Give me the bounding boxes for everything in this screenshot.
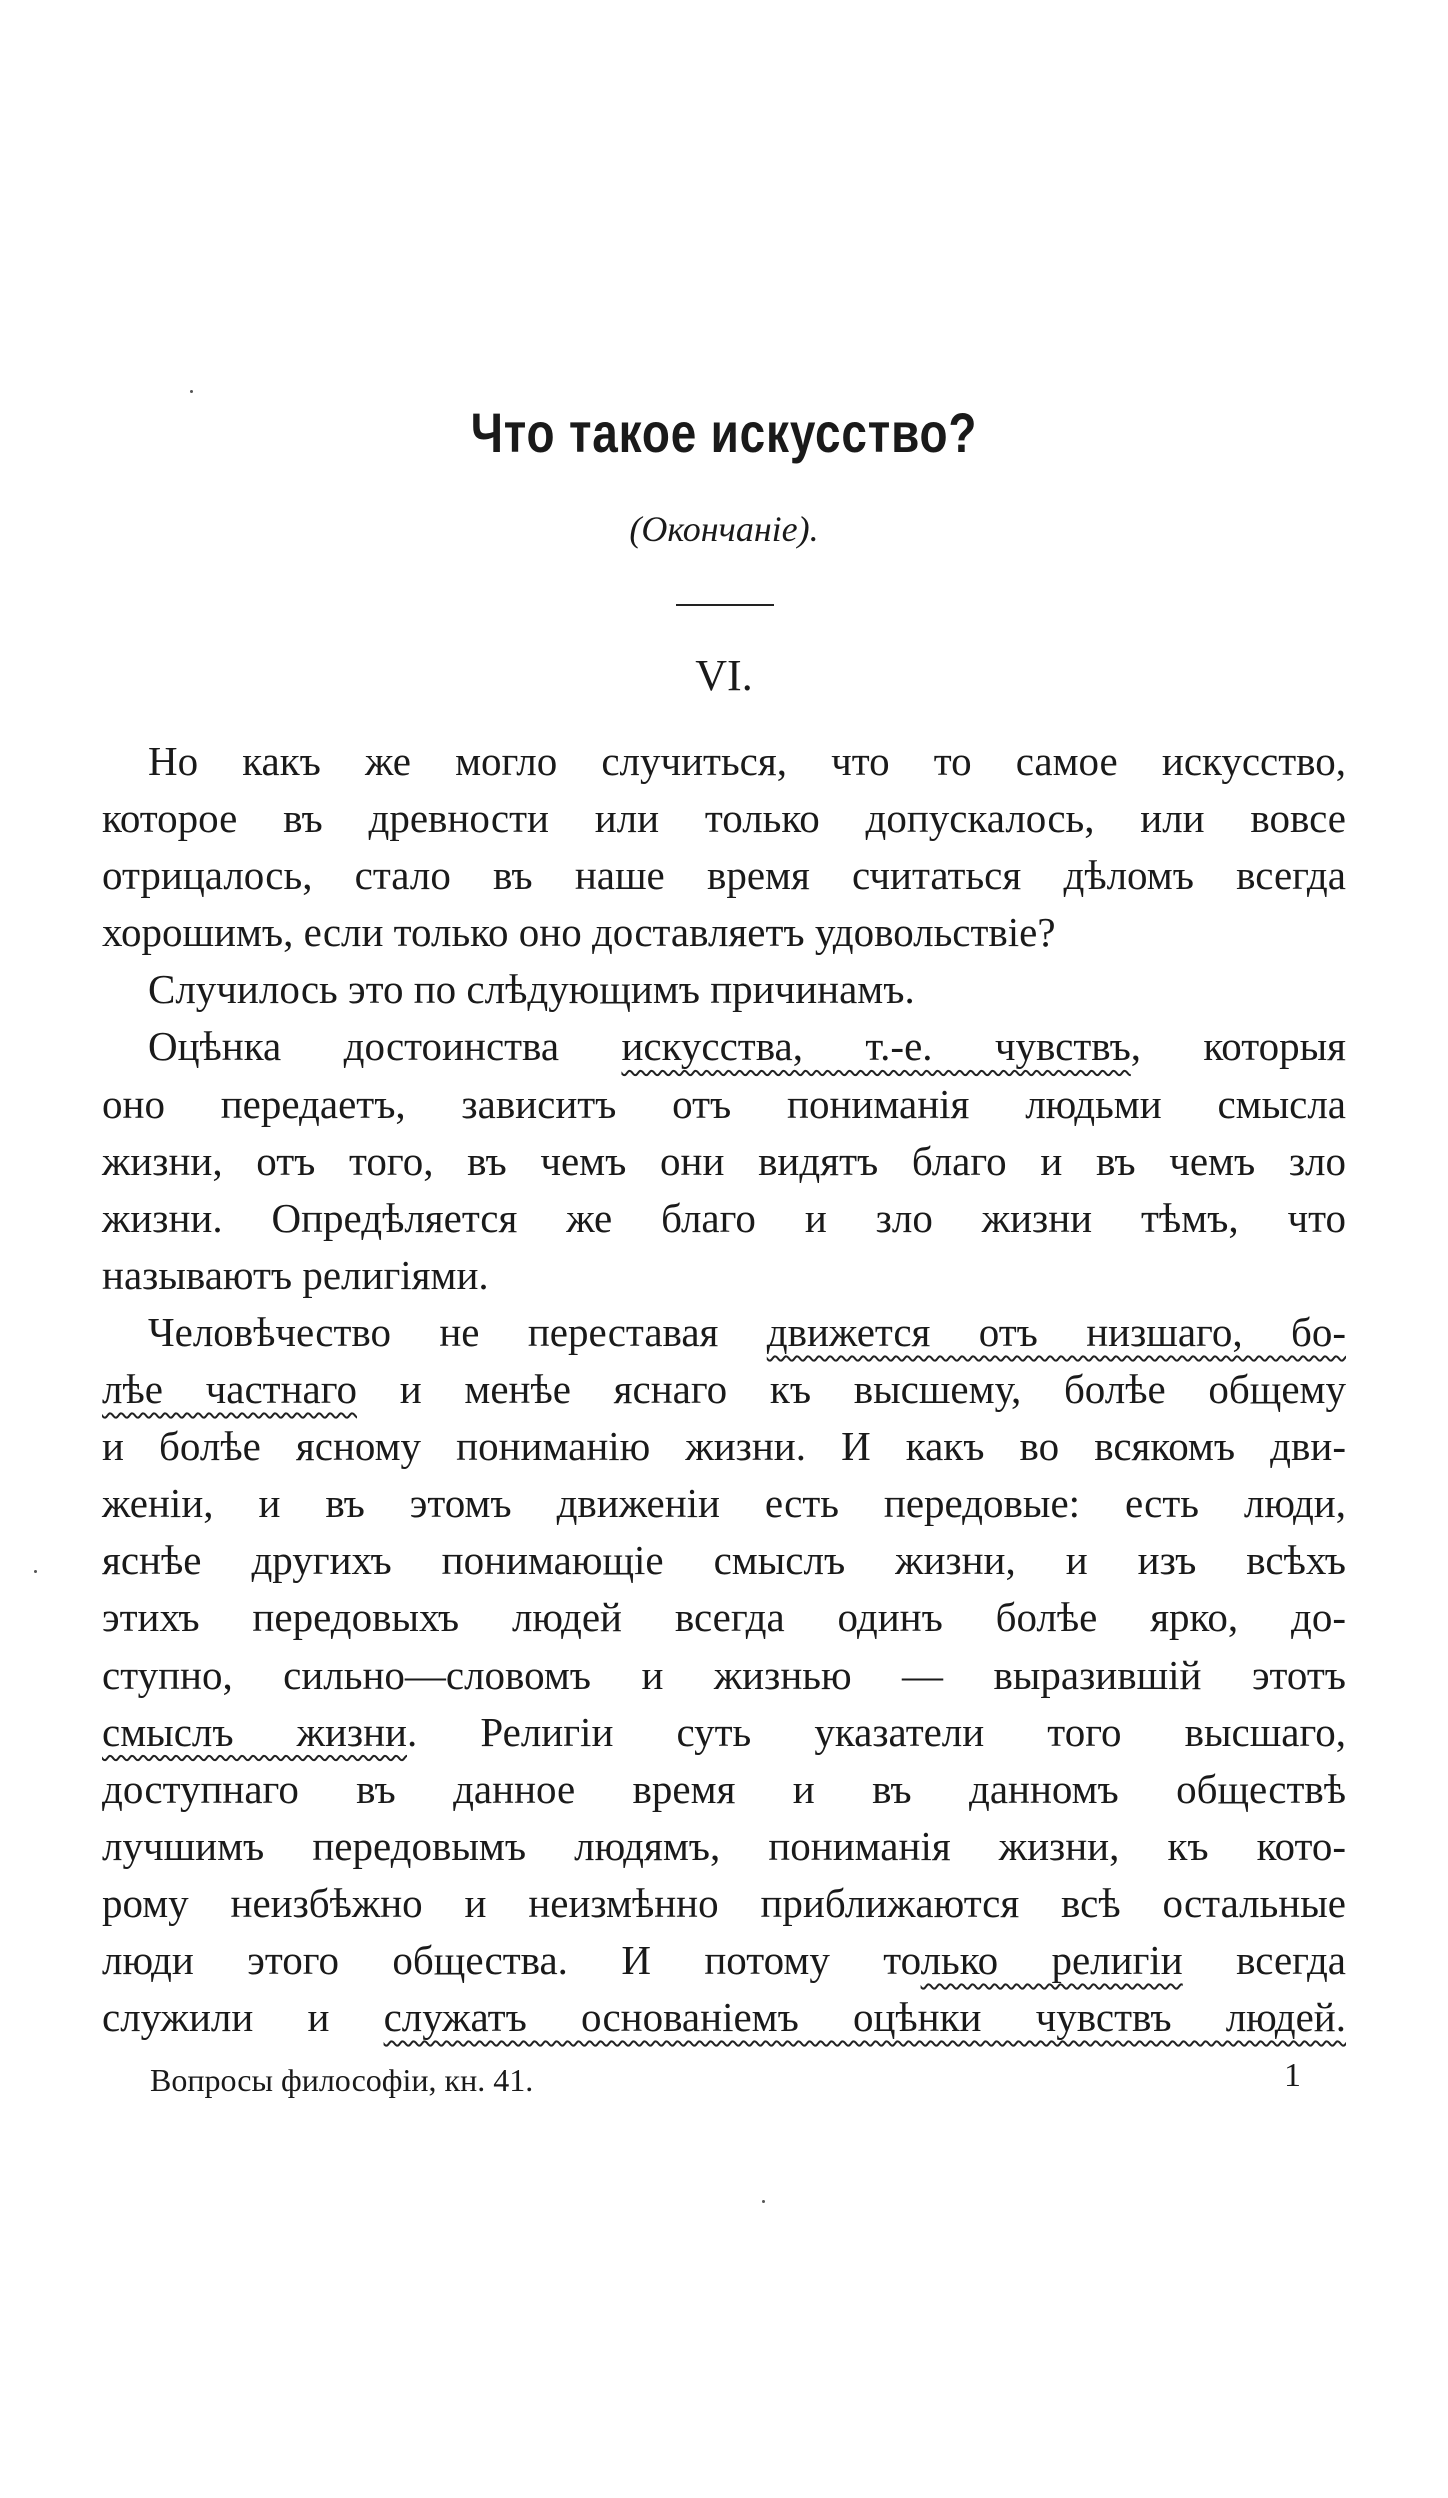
text-segment: отрицалось, стало въ наше время считаться дѣломъ всегда xyxy=(102,852,1346,899)
text-segment: всегда xyxy=(1182,1936,1347,1983)
text-segment: яснѣе другихъ понимающіе смыслъ жизни, и изъ всѣхъ xyxy=(102,1537,1346,1584)
scan-speck xyxy=(34,1570,37,1573)
text-segment: служили и xyxy=(102,1994,384,2041)
text-segment: лучшимъ передовымъ людямъ, пониманія жизни, къ кото- xyxy=(102,1822,1346,1869)
text-line xyxy=(102,1989,1346,2046)
text-segment: которое въ древности или только допускалось, или вовсе xyxy=(102,795,1346,842)
text-line xyxy=(102,790,1346,847)
journal-footer: Вопросы философіи, кн. 41. xyxy=(150,2062,534,2098)
title-divider xyxy=(676,604,774,606)
text-line xyxy=(102,1704,1346,1761)
article-title: Что такое искусство? xyxy=(470,401,978,464)
text-line xyxy=(102,1076,1346,1133)
text-line xyxy=(102,1818,1346,1875)
underlined-text: лѣе частнаго xyxy=(102,1366,358,1413)
underlined-text: искусства, т.-е. чувствъ xyxy=(621,1023,1131,1070)
text-segment: жизни, отъ того, въ чемъ они видятъ благо и въ чемъ зло xyxy=(102,1137,1346,1184)
text-segment: и менѣе яснаго къ высшему, болѣе общему xyxy=(357,1366,1346,1413)
text-line xyxy=(102,1761,1346,1818)
text-line xyxy=(102,1532,1346,1589)
text-segment: ступно, сильно—словомъ и жизнью — выразившій этотъ xyxy=(102,1651,1346,1698)
text-line xyxy=(102,1361,1346,1418)
text-segment: хорошимъ, если только оно доставляетъ удовольствіе? xyxy=(102,909,1056,956)
text-line xyxy=(102,1018,1346,1075)
text-segment: Случилось это по слѣдующимъ причинамъ. xyxy=(148,966,915,1013)
text-segment: этихъ передовыхъ людей всегда одинъ болѣе ярко, до- xyxy=(102,1594,1346,1641)
text-line xyxy=(102,1133,1346,1190)
text-segment: Но какъ же могло случиться, что то самое искусство, xyxy=(148,738,1346,784)
text-line xyxy=(102,961,1346,1018)
text-line xyxy=(102,1190,1346,1247)
text-segment: рому неизбѣжно и неизмѣнно приближаются всѣ остальные xyxy=(102,1879,1346,1926)
text-line xyxy=(102,847,1346,904)
scan-speck xyxy=(190,390,193,393)
page-number: 1 xyxy=(1284,2057,1301,2094)
section-number: VI. xyxy=(695,651,753,700)
text-segment: Оцѣнка достоинства xyxy=(148,1023,622,1070)
text-segment: . Религіи суть указатели того высшаго, xyxy=(407,1708,1347,1755)
text-line xyxy=(102,1304,1346,1361)
article-body xyxy=(102,733,1346,2046)
underlined-text: движется отъ низшаго, бо- xyxy=(766,1308,1346,1355)
underlined-text: лько религіи xyxy=(920,1936,1183,1983)
text-segment: оно передаетъ, зависитъ отъ пониманія людьми смысла xyxy=(102,1080,1346,1127)
text-segment: Человѣчество не переставая xyxy=(148,1308,767,1355)
text-segment: доступнаго въ данное время и въ данномъ обществѣ xyxy=(102,1765,1346,1812)
scan-speck xyxy=(762,2200,765,2203)
text-line xyxy=(102,904,1346,961)
text-line xyxy=(102,733,1346,790)
text-line xyxy=(102,1247,1346,1304)
article-subtitle: (Окончаніе). xyxy=(629,509,819,549)
text-segment: женіи, и въ этомъ движеніи есть передовые: есть люди, xyxy=(102,1480,1346,1527)
text-segment: , которыя xyxy=(1130,1023,1346,1070)
underlined-text: служатъ основаніемъ оцѣнки чувствъ людей. xyxy=(383,1994,1346,2041)
text-line xyxy=(102,1647,1346,1704)
text-segment: и болѣе ясному пониманію жизни. И какъ во всякомъ дви- xyxy=(102,1423,1346,1470)
text-line xyxy=(102,1589,1346,1646)
text-line xyxy=(102,1932,1346,1989)
underlined-text: смыслъ жизни xyxy=(102,1708,408,1755)
text-segment: люди этого общества. И потому то xyxy=(102,1936,921,1983)
text-segment: называютъ религіями. xyxy=(102,1251,489,1298)
text-line xyxy=(102,1875,1346,1932)
text-line xyxy=(102,1418,1346,1475)
text-segment: жизни. Опредѣляется же благо и зло жизни тѣмъ, что xyxy=(102,1194,1346,1241)
text-line xyxy=(102,1475,1346,1532)
